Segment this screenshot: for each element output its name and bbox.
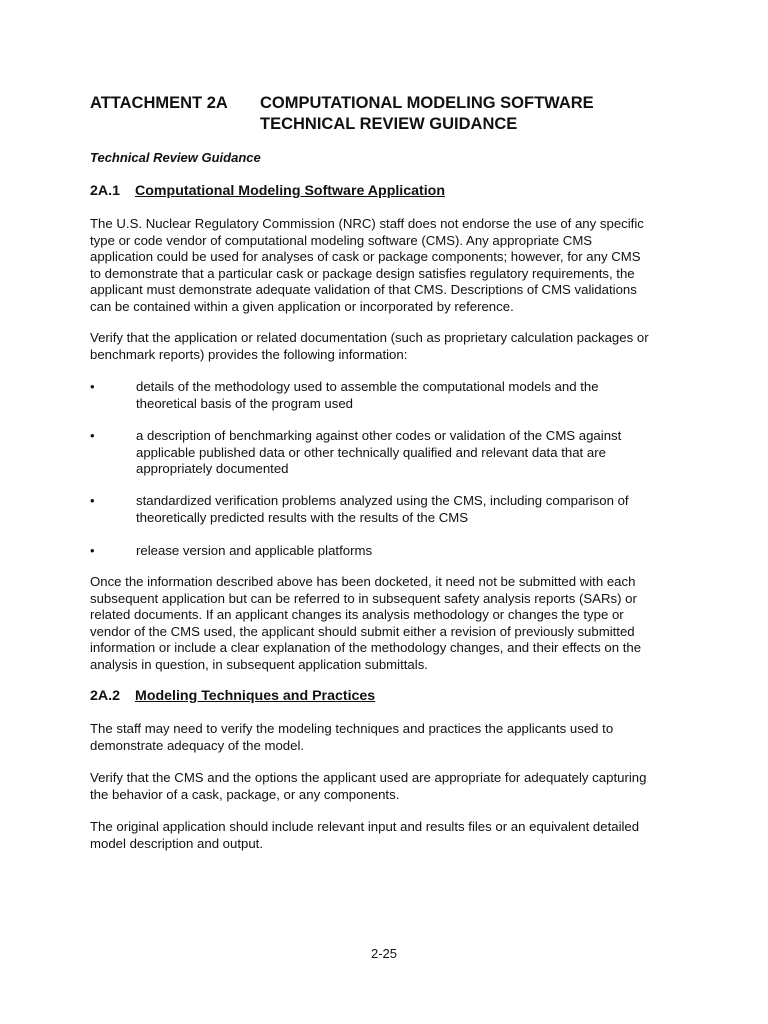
attachment-number: ATTACHMENT 2A	[90, 94, 228, 112]
text-line: related documents. If an applicant changes its analysis methodology or changes the type or	[90, 607, 624, 622]
bullet-text	[136, 379, 682, 412]
text-line: to demonstrate that a particular cask or package design satisfies regulatory requirements, the	[90, 265, 635, 281]
text-line: appropriately documented	[136, 461, 289, 476]
text-line: vendor of the CMS used, the applicant should submit either a revision of previously submitted	[90, 623, 635, 639]
paragraph	[90, 216, 682, 315]
section-title: Computational Modeling Software Application	[135, 183, 446, 199]
text-line: model description and output.	[90, 835, 264, 851]
paragraph	[90, 819, 682, 852]
text-line: theoretical basis of the program used	[136, 395, 353, 411]
text-line: the behavior of a cask, package, or any components.	[90, 786, 400, 802]
section-heading-2a2	[90, 687, 375, 705]
text-line: applicable published data or other technically qualified and relevant data that are	[136, 444, 606, 460]
page-number: 2-25	[370, 946, 398, 961]
text-line: subsequent application but can be referred to in subsequent safety analysis reports (SARs) or	[90, 590, 637, 606]
section-heading-2a1	[90, 182, 445, 200]
bullet-icon: •	[90, 493, 95, 508]
text-line: Verify that the application or related documentation (such as proprietary calculation packages or	[90, 330, 649, 345]
bullet-icon: •	[90, 428, 95, 443]
text-line: information or include a clear explanation of the methodology changes, and their effects on the	[90, 640, 642, 655]
attachment-title-line: COMPUTATIONAL MODELING SOFTWARE	[260, 94, 594, 112]
text-line: The staff may need to verify the modeling techniques and practices the applicants used to	[90, 721, 614, 736]
paragraph	[90, 574, 682, 673]
bullet-text	[136, 493, 682, 526]
text-line: release version and applicable platforms	[136, 543, 373, 558]
text-line: The original application should include relevant input and results files or an equivalent detailed	[90, 819, 640, 834]
text-line: a description of benchmarking against other codes or validation of the CMS against	[136, 428, 622, 443]
section-number: 2A.1	[90, 183, 120, 199]
text-line: application could be used for analyses of cask or package components; however, for any CMS	[90, 249, 641, 264]
bullet-icon: •	[90, 543, 95, 558]
bullet-text	[136, 543, 682, 560]
text-line: demonstrate adequacy of the model.	[90, 737, 305, 753]
text-line: analysis in question, in subsequent application submittals.	[90, 656, 428, 672]
text-line: type or code vendor of computational modeling software (CMS). Any appropriate CMS	[90, 232, 593, 248]
attachment-title	[260, 93, 700, 135]
text-line: benchmark reports) provides the following information:	[90, 346, 408, 362]
text-line: The U.S. Nuclear Regulatory Commission (NRC) staff does not endorse the use of any specific	[90, 216, 644, 231]
text-line: applicant must demonstrate adequate validation of that CMS. Descriptions of CMS validations	[90, 282, 637, 297]
section-number: 2A.2	[90, 688, 120, 704]
paragraph	[90, 330, 682, 363]
paragraph	[90, 721, 682, 754]
text-line: details of the methodology used to assemble the computational models and the	[136, 379, 599, 394]
attachment-title-line: TECHNICAL REVIEW GUIDANCE	[260, 115, 518, 133]
text-line: Once the information described above has been docketed, it need not be submitted with each	[90, 574, 636, 589]
bullet-text	[136, 428, 682, 478]
text-line: theoretically predicted results with the results of the CMS	[136, 509, 469, 525]
text-line: can be contained within a given application or incorporated by reference.	[90, 298, 514, 314]
section-title: Modeling Techniques and Practices	[135, 688, 376, 704]
text-line: standardized verification problems analyzed using the CMS, including comparison of	[136, 493, 629, 508]
subtitle: Technical Review Guidance	[90, 150, 261, 165]
text-line: Verify that the CMS and the options the applicant used are appropriate for adequately capturing	[90, 770, 647, 785]
bullet-icon: •	[90, 379, 95, 394]
paragraph	[90, 770, 682, 803]
